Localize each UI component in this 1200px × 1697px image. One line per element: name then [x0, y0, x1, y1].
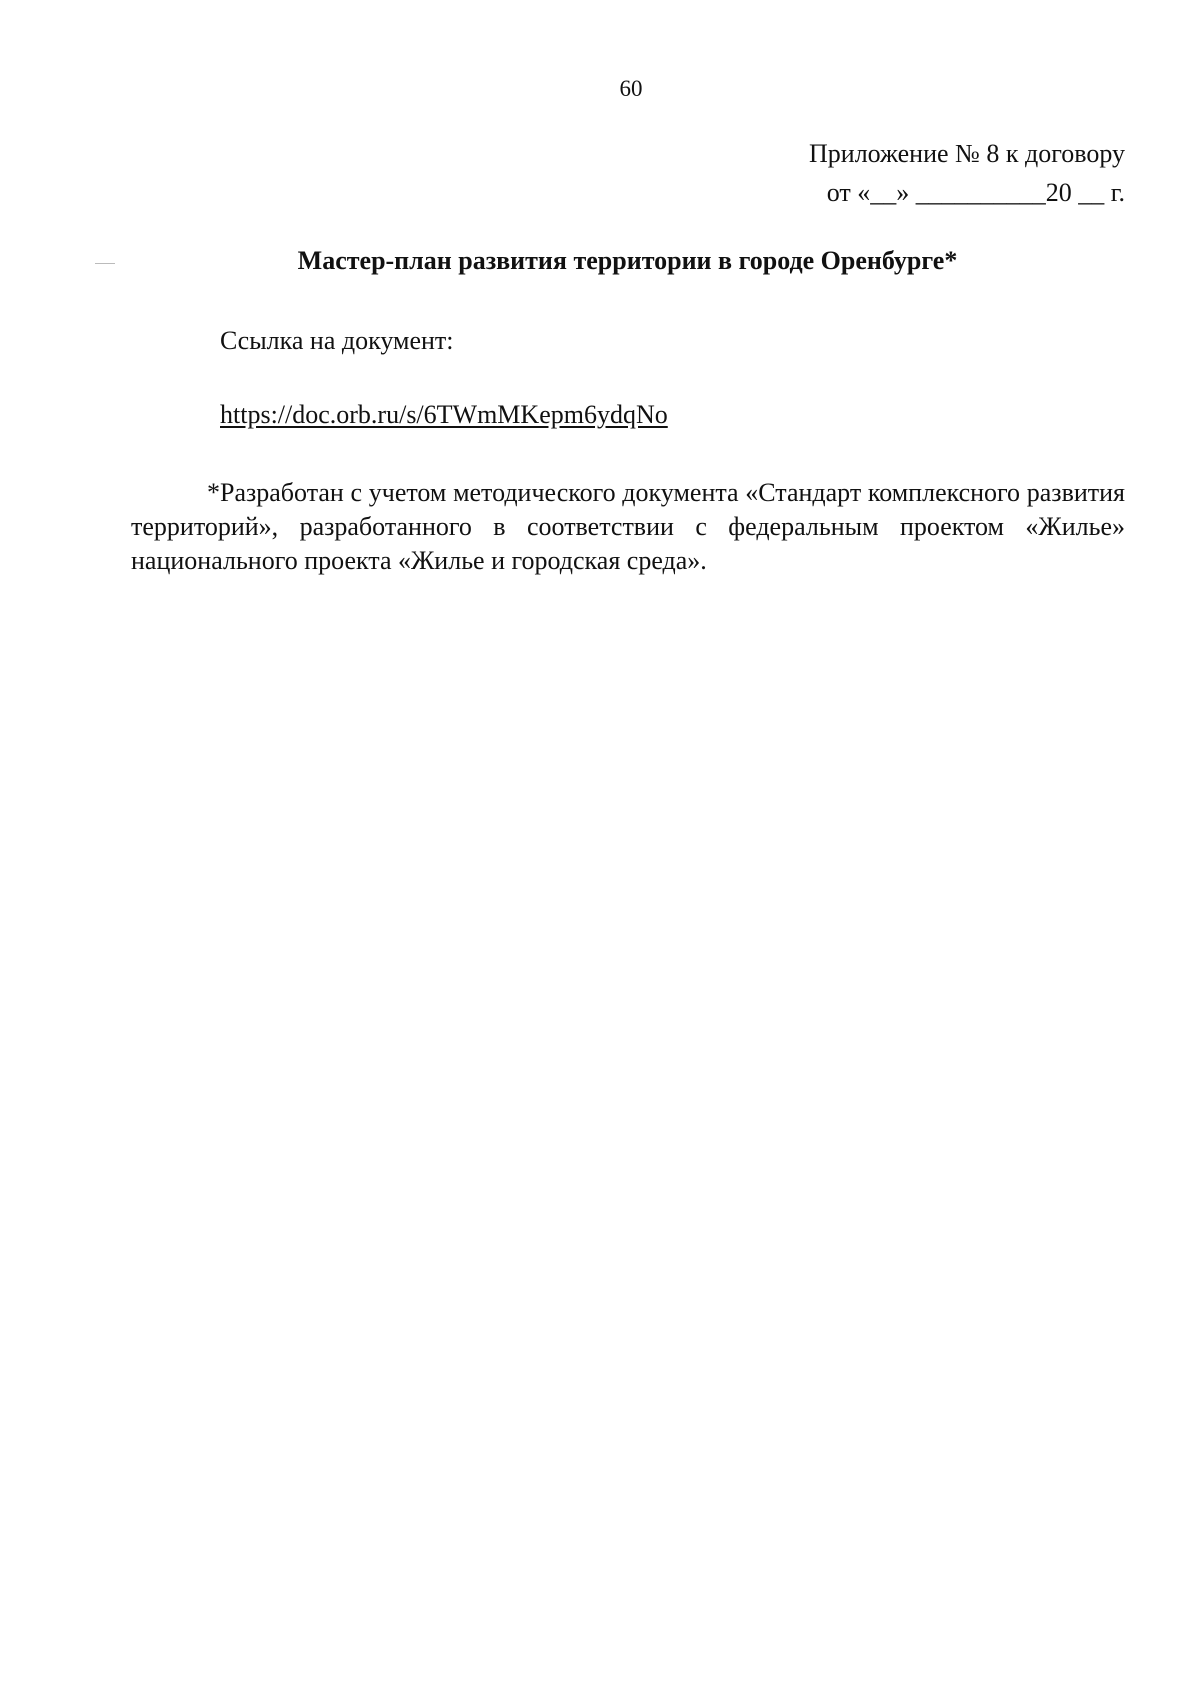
document-title: Мастер-план развития территории в городе Оренбурге*: [297, 246, 958, 275]
document-link[interactable]: https://doc.orb.ru/s/6TWmMKepm6ydqNo: [220, 400, 668, 429]
scan-mark: [95, 263, 115, 264]
appendix-title: Приложение № 8 к договору: [809, 139, 1125, 168]
footnote: *Разработан с учетом методического документа «Стандарт комплексного развития территорий», разработанного в соответствии с федеральным проектом «Жилье» национального проекта «Жилье и городская среда».: [131, 478, 1125, 575]
appendix-date: от «__» __________20 __ г.: [826, 178, 1125, 207]
link-label: Ссылка на документ:: [220, 326, 454, 355]
page-number: 60: [619, 76, 643, 101]
appendix-header: [705, 134, 1125, 212]
